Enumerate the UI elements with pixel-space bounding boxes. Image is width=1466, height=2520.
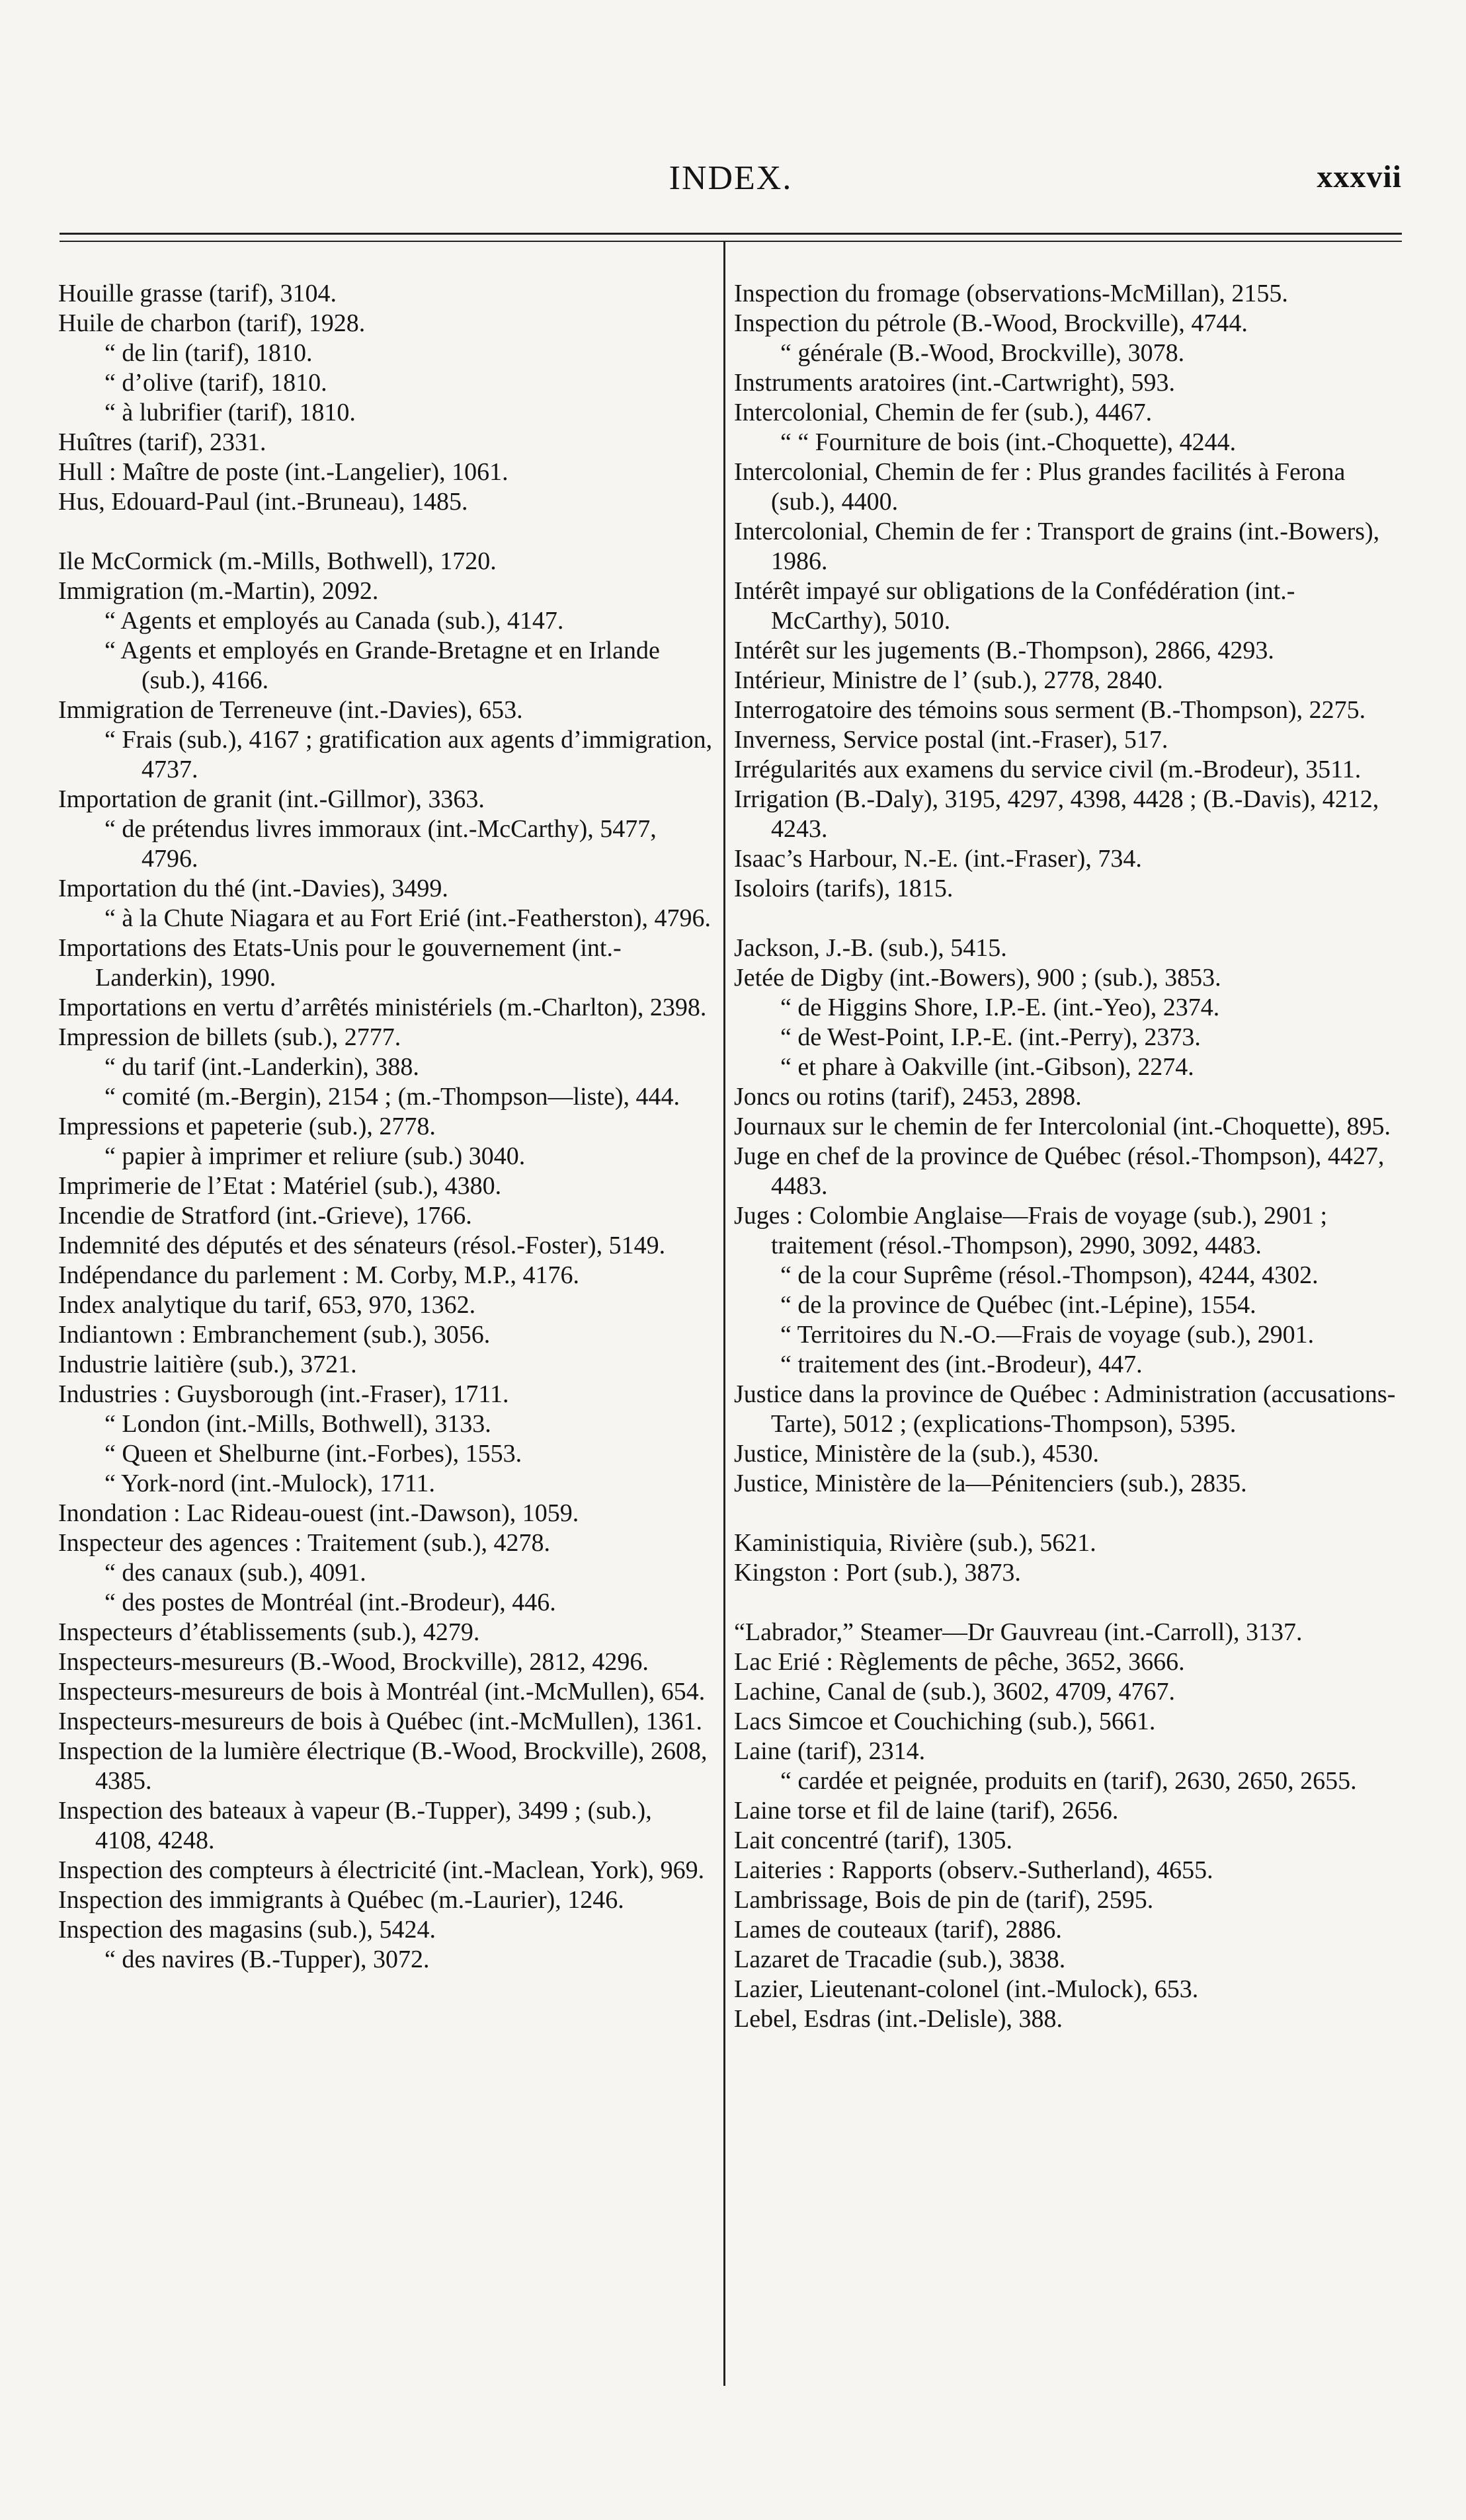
index-entry: Importations en vertu d’arrêtés ministériels (m.-Charlton), 2398. [58, 994, 707, 1021]
index-entry: “ à lubrifier (tarif), 1810. [104, 399, 356, 426]
page-number: xxxvii [1317, 159, 1402, 194]
index-entry: Ile McCormick (m.-Mills, Bothwell), 1720. [58, 547, 497, 575]
index-entry: Importation du thé (int.-Davies), 3499. [58, 875, 448, 902]
index-entry: Indiantown : Embranchement (sub.), 3056. [58, 1321, 491, 1349]
index-entry: Jetée de Digby (int.-Bowers), 900 ; (sub.), 3853. [734, 964, 1221, 992]
index-entry: “ Frais (sub.), 4167 ; gratification aux agents d’immigration, 4737. [104, 726, 713, 783]
index-entry: Industrie laitière (sub.), 3721. [58, 1351, 357, 1378]
index-entry: Kaministiquia, Rivière (sub.), 5621. [734, 1529, 1096, 1557]
index-entry: Industries : Guysborough (int.-Fraser), 1711. [58, 1380, 509, 1408]
index-entry: Importation de granit (int.-Gillmor), 3363. [58, 785, 485, 813]
index-entry: Immigration de Terreneuve (int.-Davies), 653. [58, 696, 523, 724]
index-entry: “ des postes de Montréal (int.-Brodeur), 446. [104, 1589, 556, 1616]
index-entry: Laiteries : Rapports (observ.-Sutherland), 4655. [734, 1856, 1213, 1884]
index-entry: “ comité (m.-Bergin), 2154 ; (m.-Thompson—liste), 444. [104, 1083, 680, 1111]
index-entry: Isaac’s Harbour, N.-E. (int.-Fraser), 734. [734, 845, 1142, 873]
index-entry: Inspection des compteurs à électricité (int.-Maclean, York), 969. [58, 1856, 705, 1884]
index-entry: “ des navires (B.-Tupper), 3072. [104, 1946, 430, 1973]
page-title: INDEX. [669, 159, 793, 197]
index-entry: Justice, Ministère de la—Pénitenciers (sub.), 2835. [734, 1470, 1247, 1497]
index-entry: Inspection du fromage (observations-McMillan), 2155. [734, 280, 1288, 307]
index-entry: Inspecteur des agences : Traitement (sub.), 4278. [58, 1529, 550, 1557]
index-entry: Lac Erié : Règlements de pêche, 3652, 3666. [734, 1648, 1185, 1676]
index-entry: Inspecteurs-mesureurs de bois à Montréal (int.-McMullen), 654. [58, 1678, 706, 1706]
index-entry: “Labrador,” Steamer—Dr Gauvreau (int.-Carroll), 3137. [734, 1618, 1303, 1646]
index-entry: Hus, Edouard-Paul (int.-Bruneau), 1485. [58, 488, 468, 516]
index-entry: Lachine, Canal de (sub.), 3602, 4709, 4767. [734, 1678, 1175, 1706]
index-entry: Huîtres (tarif), 2331. [58, 428, 266, 456]
index-entry: Hull : Maître de poste (int.-Langelier), 1061. [58, 458, 509, 486]
index-entry: Houille grasse (tarif), 3104. [58, 280, 337, 307]
index-entry: Lazaret de Tracadie (sub.), 3838. [734, 1946, 1066, 1973]
page-header [60, 159, 1402, 212]
index-entry: “ de prétendus livres immoraux (int.-McCarthy), 5477, 4796. [104, 815, 657, 873]
index-entry: “ traitement des (int.-Brodeur), 447. [780, 1351, 1143, 1378]
index-entry: “ des canaux (sub.), 4091. [104, 1559, 366, 1587]
index-entry: “ York-nord (int.-Mulock), 1711. [104, 1470, 435, 1497]
index-entry: Intercolonial, Chemin de fer (sub.), 4467. [734, 399, 1153, 426]
section-gap [58, 517, 713, 547]
index-entry: Lames de couteaux (tarif), 2886. [734, 1916, 1062, 1944]
index-entry: “ de la province de Québec (int.-Lépine), 1554. [780, 1291, 1256, 1319]
index-entry: Indemnité des députés et des sénateurs (résol.-Foster), 5149. [58, 1232, 666, 1259]
index-entry: Lebel, Esdras (int.-Delisle), 388. [734, 2005, 1063, 2033]
index-entry: Immigration (m.-Martin), 2092. [58, 577, 379, 605]
index-entry: “ “ Fourniture de bois (int.-Choquette), 4244. [780, 428, 1237, 456]
index-entry: “ papier à imprimer et reliure (sub.) 3040. [104, 1142, 526, 1170]
index-entry: Incendie de Stratford (int.-Grieve), 1766. [58, 1202, 472, 1230]
header-rule-thick [60, 233, 1402, 235]
index-entry: Laine (tarif), 2314. [734, 1737, 926, 1765]
index-entry: Huile de charbon (tarif), 1928. [58, 309, 366, 337]
index-entry: Justice, Ministère de la (sub.), 4530. [734, 1440, 1099, 1468]
index-column-right [734, 279, 1402, 2034]
index-entry: Journaux sur le chemin de fer Intercolonial (int.-Choquette), 895. [734, 1113, 1391, 1140]
index-entry: “ de la cour Suprême (résol.-Thompson), 4244, 4302. [780, 1261, 1319, 1289]
header-rule-thin [60, 241, 1402, 242]
index-entry: Lait concentré (tarif), 1305. [734, 1827, 1012, 1854]
index-entry: Inspection du pétrole (B.-Wood, Brockville), 4744. [734, 309, 1248, 337]
index-entry: Isoloirs (tarifs), 1815. [734, 875, 954, 902]
index-entry: Irrégularités aux examens du service civil (m.-Brodeur), 3511. [734, 756, 1362, 783]
index-entry: “ du tarif (int.-Landerkin), 388. [104, 1053, 419, 1081]
section-gap [734, 1588, 1402, 1618]
index-entry: Intérêt impayé sur obligations de la Confédération (int.-McCarthy), 5010. [734, 577, 1295, 635]
index-entry: Inspecteurs-mesureurs (B.-Wood, Brockville), 2812, 4296. [58, 1648, 649, 1676]
index-entry: “ Territoires du N.-O.—Frais de voyage (sub.), 2901. [780, 1321, 1315, 1349]
index-entry: Lazier, Lieutenant-colonel (int.-Mulock), 653. [734, 1975, 1199, 2003]
index-entry: Inspecteurs d’établissements (sub.), 4279. [58, 1618, 480, 1646]
index-entry: Inspection des magasins (sub.), 5424. [58, 1916, 436, 1944]
index-entry: “ d’olive (tarif), 1810. [104, 369, 327, 397]
index-entry: Instruments aratoires (int.-Cartwright), 593. [734, 369, 1175, 397]
index-entry: Intercolonial, Chemin de fer : Plus grandes facilités à Ferona (sub.), 4400. [734, 458, 1346, 516]
index-entry: Index analytique du tarif, 653, 970, 1362. [58, 1291, 476, 1319]
index-entry: Lacs Simcoe et Couchiching (sub.), 5661. [734, 1708, 1156, 1735]
index-entry: Juge en chef de la province de Québec (résol.-Thompson), 4427, 4483. [734, 1142, 1385, 1200]
index-entry: “ Agents et employés en Grande-Bretagne et en Irlande (sub.), 4166. [104, 637, 660, 694]
index-entry: “ de West-Point, I.P.-E. (int.-Perry), 2373. [780, 1023, 1201, 1051]
index-entry: “ de lin (tarif), 1810. [104, 339, 313, 367]
index-entry: Joncs ou rotins (tarif), 2453, 2898. [734, 1083, 1082, 1111]
index-entry: “ de Higgins Shore, I.P.-E. (int.-Yeo), 2374. [780, 994, 1220, 1021]
index-entry: “ cardée et peignée, produits en (tarif), 2630, 2650, 2655. [780, 1767, 1357, 1795]
section-gap [734, 904, 1402, 933]
index-entry: Impression de billets (sub.), 2777. [58, 1023, 401, 1051]
index-entry: Intérêt sur les jugements (B.-Thompson), 2866, 4293. [734, 637, 1274, 664]
index-entry: Inverness, Service postal (int.-Fraser), 517. [734, 726, 1168, 754]
index-entry: “ et phare à Oakville (int.-Gibson), 2274. [780, 1053, 1194, 1081]
index-entry: Impressions et papeterie (sub.), 2778. [58, 1113, 436, 1140]
index-entry: “ Agents et employés au Canada (sub.), 4147. [104, 607, 564, 635]
index-entry: “ à la Chute Niagara et au Fort Erié (int.-Featherston), 4796. [104, 904, 711, 932]
section-gap [734, 1499, 1402, 1528]
index-entry: Inspection de la lumière électrique (B.-Wood, Brockville), 2608, 4385. [58, 1737, 708, 1795]
index-entry: Jackson, J.-B. (sub.), 5415. [734, 934, 1007, 962]
column-divider [723, 241, 725, 2386]
index-entry: Inspection des immigrants à Québec (m.-Laurier), 1246. [58, 1886, 624, 1914]
index-entry: Juges : Colombie Anglaise—Frais de voyage (sub.), 2901 ; traitement (résol.-Thompson), 2990, 3092, 4483. [734, 1202, 1328, 1259]
index-entry: Importations des Etats-Unis pour le gouvernement (int.-Landerkin), 1990. [58, 934, 622, 992]
index-entry: “ London (int.-Mills, Bothwell), 3133. [104, 1410, 491, 1438]
index-entry: “ générale (B.-Wood, Brockville), 3078. [780, 339, 1185, 367]
index-entry: Kingston : Port (sub.), 3873. [734, 1559, 1021, 1587]
index-entry: Laine torse et fil de laine (tarif), 2656. [734, 1797, 1119, 1825]
index-entry: “ Queen et Shelburne (int.-Forbes), 1553. [104, 1440, 522, 1468]
index-entry: Inspection des bateaux à vapeur (B.-Tupper), 3499 ; (sub.), 4108, 4248. [58, 1797, 652, 1854]
index-entry: Intercolonial, Chemin de fer : Transport de grains (int.-Bowers), 1986. [734, 518, 1380, 575]
index-entry: Intérieur, Ministre de l’ (sub.), 2778, 2840. [734, 666, 1163, 694]
index-entry: Justice dans la province de Québec : Administration (accusations-Tarte), 5012 ; (explications-Thompson), 5395. [734, 1380, 1396, 1438]
index-entry: Lambrissage, Bois de pin de (tarif), 2595. [734, 1886, 1154, 1914]
index-entry: Inspecteurs-mesureurs de bois à Québec (int.-McMullen), 1361. [58, 1708, 702, 1735]
index-entry: Irrigation (B.-Daly), 3195, 4297, 4398, 4428 ; (B.-Davis), 4212, 4243. [734, 785, 1379, 843]
index-entry: Indépendance du parlement : M. Corby, M.P., 4176. [58, 1261, 579, 1289]
index-entry: Interrogatoire des témoins sous serment (B.-Thompson), 2275. [734, 696, 1366, 724]
index-entry: Inondation : Lac Rideau-ouest (int.-Dawson), 1059. [58, 1499, 579, 1527]
index-column-left [58, 279, 713, 1975]
index-entry: Imprimerie de l’Etat : Matériel (sub.), 4380. [58, 1172, 502, 1200]
